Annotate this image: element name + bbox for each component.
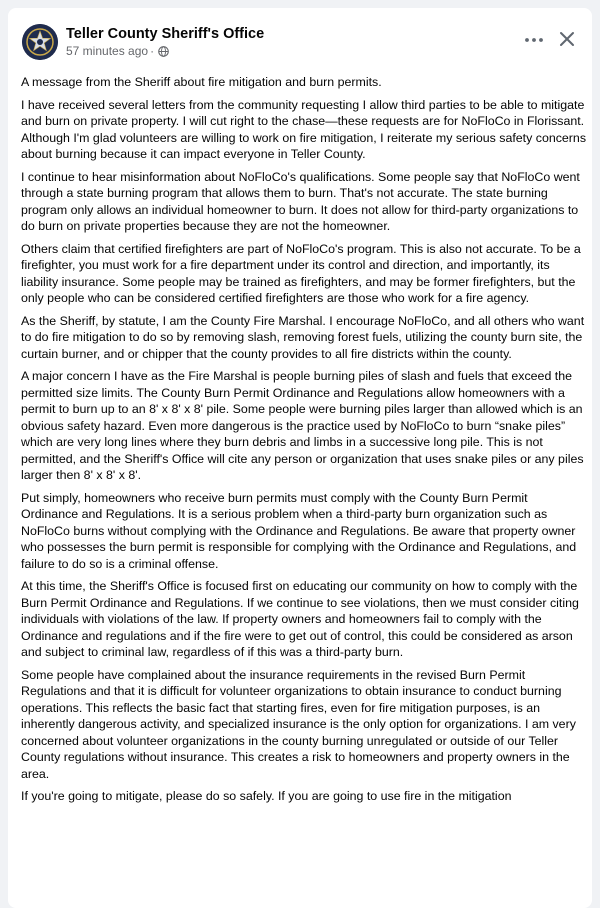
- post-paragraph: As the Sheriff, by statute, I am the County Fire Marshal. I encourage NoFloCo, and all others who want to do fire mitigation to do so by removing slash, removing forest fuels, utilizing the county burn site, the curtain burner, and or chipper that the county provides to all fire districts within the county.: [21, 313, 585, 361]
- post-paragraph: I have received several letters from the community requesting I allow third parties to be able to mitigate and burn on private property. I will cut right to the chase—these requests are for NoFloCo in Florissant. Although I'm glad volunteers are willing to work on fire mitigation, I reiterate my serious safety concerns about burning because it can impact everyone in Teller County.: [21, 97, 587, 161]
- post-header: [8, 8, 592, 66]
- meta-separator: ·: [150, 44, 155, 58]
- close-button[interactable]: [556, 28, 578, 50]
- post-paragraph: A major concern I have as the Fire Marshal is people burning piles of slash and fuels that exceed the permitted size limits. The County Burn Permit Ordinance and Regulations allow homeowners with a permit to burn up to an 8' x 8' x 8' pile. Some people were burning piles larger than allowed which is an obvious safety hazard. Even more dangerous is the practice used by NoFloCo to burn “snake piles” which are very long lines where they burn debris and limbs in a successive long pile. This is not permitted, and the Sheriff's Office will cite any person or organization that uses snake piles or any piles larger then 8' x 8' x 8'.: [21, 369, 584, 482]
- post-paragraph: Some people have complained about the insurance requirements in the revised Burn Permit Regulations and that it is difficult for volunteer organizations to obtain insurance to conduct burning operations. This reflects the basic fact that starting fires, even for fire mitigation purposes, is an inherently dangerous activity, and specialized insurance is the only option for organizations. I am very concerned about volunteer organizations in the county burning unregulated or outside of our Teller County regulations without insurance. This creates a risk to homeowners and property owners in the area.: [21, 667, 576, 781]
- sheriff-badge-avatar[interactable]: [22, 24, 58, 60]
- globe-icon[interactable]: [158, 46, 169, 57]
- ellipsis-icon: [524, 37, 544, 43]
- post-paragraph: I continue to hear misinformation about NoFloCo's qualifications. Some people say that NoFloCo went through a state burning program that allows them to burn. That's not accurate. The state burning program only allows an individual homeowner to burn. It does not allow for third-party organizations to do burn on private properties because they are not the homeowner.: [21, 169, 580, 233]
- post-paragraph: Others claim that certified firefighters are part of NoFloCo's program. This is also not accurate. To be a firefighter, you must work for a fire department under its control and direction, and importantly, its liability insurance. Some people may be trained as firefighters, and may be former firefighters, but the only people who can be considered certified firefighters are those who work for a fire agency.: [21, 241, 581, 305]
- sheriff-star-icon: [22, 24, 58, 60]
- post-meta: [66, 44, 169, 58]
- post-paragraph: At this time, the Sheriff's Office is focused first on educating our community on how to comply with the Burn Permit Ordinance and Regulations. If we continue to see violations, then we must consider citing individuals with violations of the law. If property owners and homeowners fail to comply with the Ordinance and regulations and if the fire were to get out of control, this could be considered as arson and subject to criminal law, regardless of if this was a third-party burn.: [21, 579, 579, 659]
- post-card: [8, 8, 592, 908]
- page-name[interactable]: Teller County Sheriff's Office: [66, 26, 265, 42]
- close-icon: [559, 31, 575, 47]
- more-options-button[interactable]: [520, 30, 548, 50]
- post-body: [21, 74, 587, 811]
- post-paragraph: Put simply, homeowners who receive burn permits must comply with the County Burn Permit Ordinance and Regulations. It is a serious problem when a third-party burn organization such as NoFloCo burns without complying with the Ordinance and Regulations. Be aware that property owner who possesses the burn permit is responsible for complying with the Ordinance and Regulations, and failure to do so is a criminal offense.: [21, 490, 577, 571]
- post-paragraph: If you're going to mitigate, please do so safely. If you are going to use fire in the mitigation: [21, 789, 512, 803]
- post-paragraph: A message from the Sheriff about fire mitigation and burn permits.: [21, 75, 382, 89]
- post-timestamp[interactable]: 57 minutes ago: [66, 44, 149, 58]
